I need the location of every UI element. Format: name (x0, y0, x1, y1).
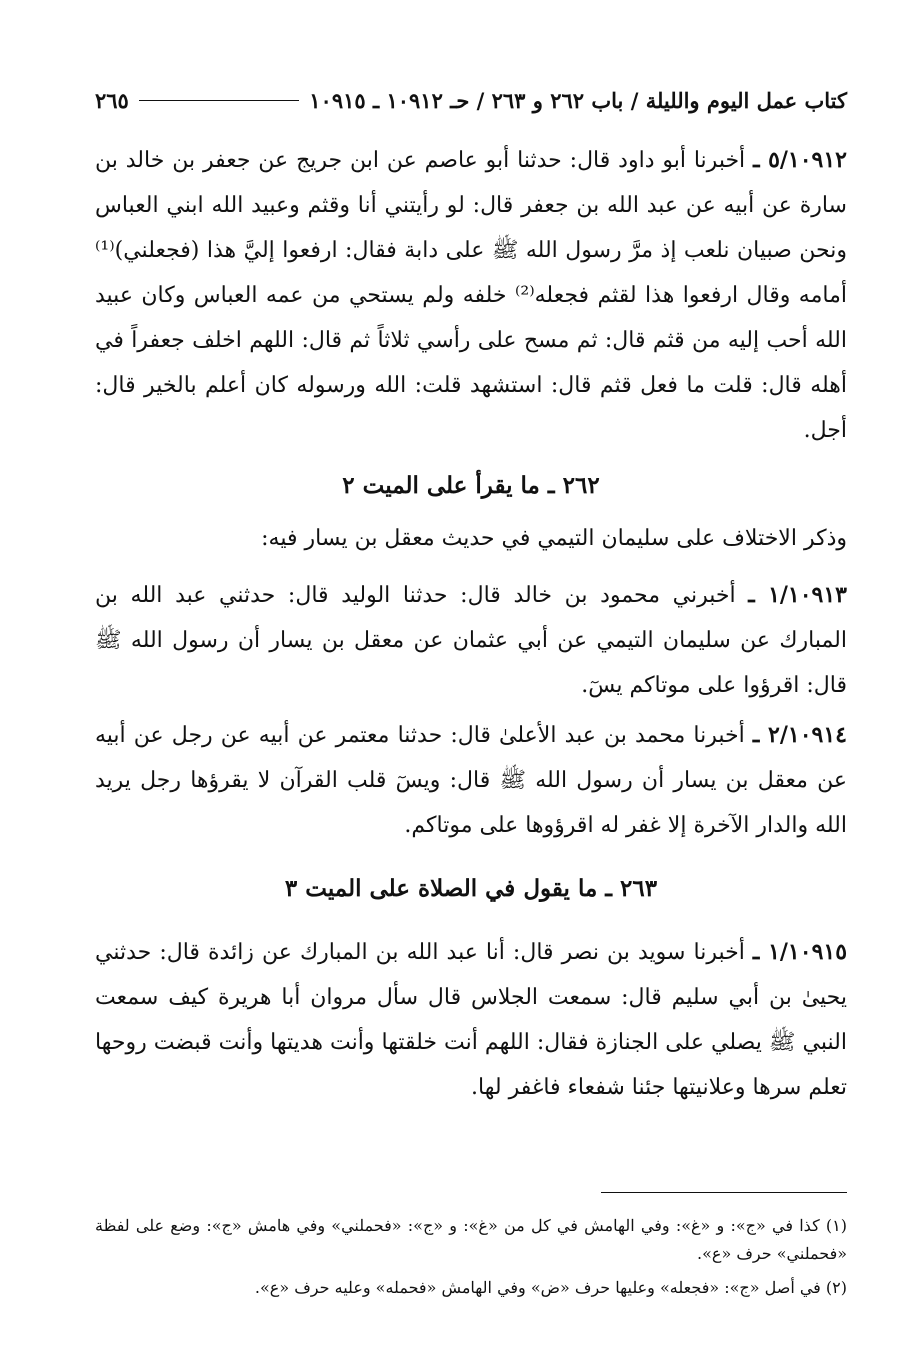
chapter-heading-263: ٢٦٣ ـ ما يقول في الصلاة على الميت ٣ (284, 875, 658, 902)
running-title: كتاب عمل اليوم والليلة / باب ٢٦٢ و ٢٦٣ / حـ ١٠٩١٢ ـ ١٠٩١٥ (309, 87, 847, 113)
hadith-text: أخبرني محمود بن خالد قال: حدثنا الوليد قال: حدثني عبد الله بن المبارك عن سليمان التيمي عن أبي عثمان عن معقل بن يسار أن رسول الله ﷺ قال: اقرؤوا على موتاكم يسٓ. (95, 583, 847, 698)
hadith-text: أخبرنا سويد بن نصر قال: أنا عبد الله بن المبارك عن زائدة قال: حدثني يحيىٰ بن أبي سليم قال: سمعت الجلاس قال سأل مروان أبا هريرة كيف سمعت النبي ﷺ يصلي على الجنازة فقال: اللهم أنت خلقتها وأنت هديتها وأنت قبضت روحها تعلم سرها وعلانيتها جئنا شفعاء فاغفر لها. (95, 940, 847, 1100)
hadith-10912 (95, 138, 847, 453)
hadith-number: ١/١٠٩١٣ ـ (748, 582, 847, 608)
book-page (95, 0, 847, 1363)
hadith-10913 (95, 573, 847, 708)
hadith-number: ١/١٠٩١٥ ـ (752, 939, 848, 965)
footnote-rule (601, 1192, 847, 1193)
hadith-number: ٥/١٠٩١٢ ـ (753, 147, 847, 173)
chapter-heading-262: ٢٦٢ ـ ما يقرأ على الميت ٢ (342, 472, 600, 499)
footnote-2: (٢) في أصل «ج»: «فجعله» وعليها حرف «ض» وفي الهامش «فحمله» وعليه حرف «ع». (254, 1278, 847, 1297)
footnote-1: (١) كذا في «ج»: و «غ»: وفي الهامش في كل من «غ»: و «ج»: «فحملني» وفي هامش «ج»: وضع على لفظة «فحملني» حرف «ع». (95, 1216, 847, 1263)
running-header (95, 82, 847, 118)
chapter-intro-262: وذكر الاختلاف على سليمان التيمي في حديث معقل بن يسار فيه: (261, 526, 847, 551)
page-number: ٢٦٥ (95, 87, 129, 113)
hadith-10915 (95, 930, 847, 1110)
hadith-text: أخبرنا محمد بن عبد الأعلىٰ قال: حدثنا معتمر عن أبيه عن رجل عن أبيه عن معقل بن يسار أن رسول الله ﷺ قال: ويسٓ قلب القرآن لا يقرؤها رجل يريد الله والدار الآخرة إلا غفر له اقرؤوها على موتاكم. (95, 723, 847, 838)
hadith-number: ٢/١٠٩١٤ ـ (752, 722, 847, 748)
hadith-10914 (95, 713, 847, 848)
hadith-text: أخبرنا أبو داود قال: حدثنا أبو عاصم عن ابن جريج عن جعفر بن خالد بن سارة عن أبيه عن عبد الله بن جعفر قال: لو رأيتني أنا وقثم وعبيد الله ابني العباس ونحن صبيان نلعب إذ مرَّ رسول الله ﷺ على دابة فقال: ارفعوا إليَّ هذا (فجعلني)⁽¹⁾ أمامه وقال ارفعوا هذا لقثم فجعله⁽²⁾ خلفه ولم يستحي من عمه العباس وكان عبيد الله أحب إليه من قثم قال: ثم مسح على رأسي ثلاثاً ثم قال: اللهم اخلف جعفراً في أهله قال: قلت ما فعل قثم قال: استشهد قلت: الله ورسوله كان أعلم بالخير قال: أجل. (95, 148, 847, 443)
footnotes (95, 1212, 847, 1308)
header-rule (139, 100, 299, 101)
